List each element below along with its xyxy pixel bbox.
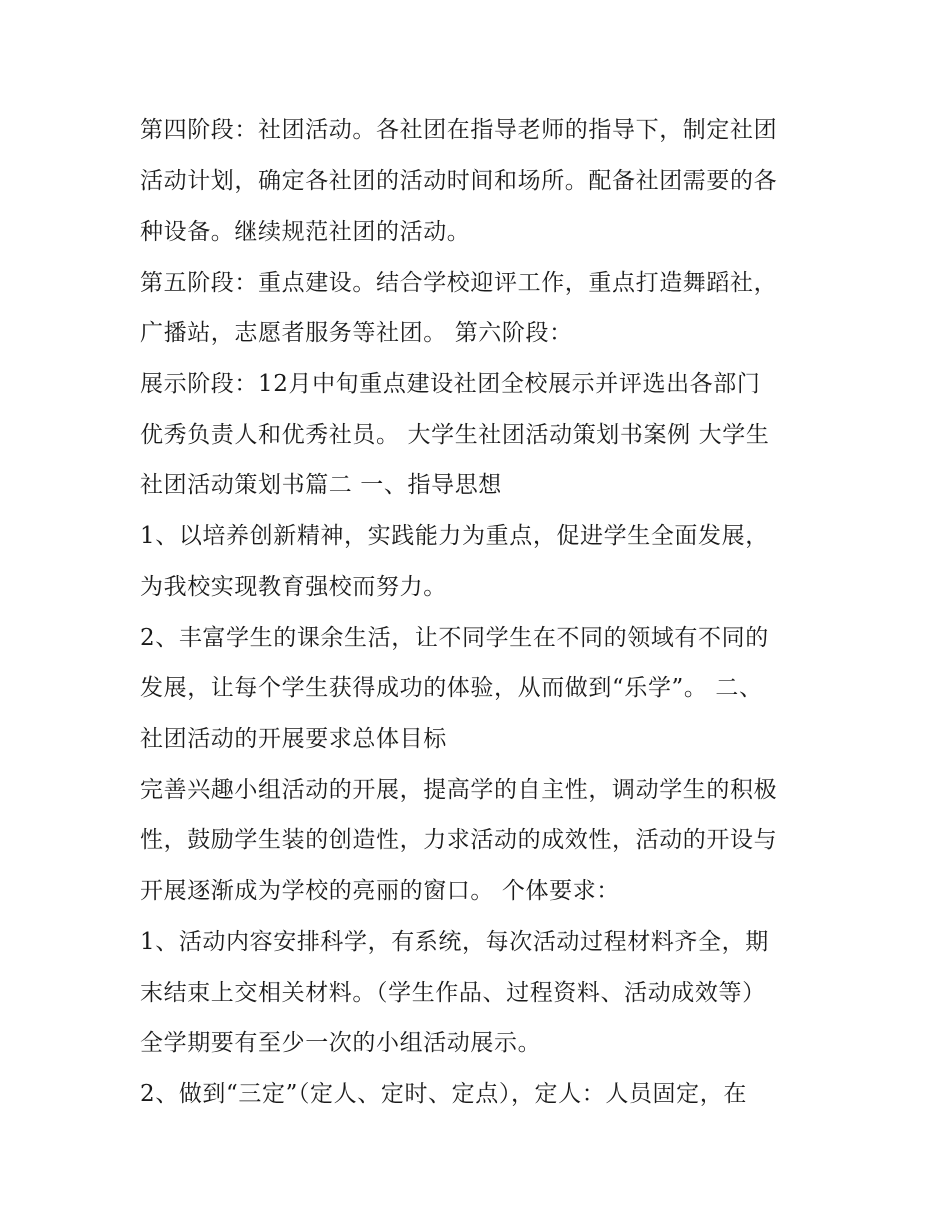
text-line: 种设备。继续规范社团的活动。 <box>140 219 471 245</box>
text-line: 社团活动策划书篇二 一、指导思想 <box>140 472 502 498</box>
text-line: 展示阶段：12月中旬重点建设社团全校展示并评选出各部门 <box>140 371 761 397</box>
text-line: 优秀负责人和优秀社员。 大学生社团活动策划书案例 大学生 <box>140 422 770 448</box>
text-line: 社团活动的开展要求总体目标 <box>140 726 447 752</box>
text-line: 性，鼓励学生装的创造性，力求活动的成效性，活动的开设与 <box>140 827 778 853</box>
text-line: 发展，让每个学生获得成功的体验，从而做到“乐学”。 二、 <box>140 675 763 701</box>
text-line: 第五阶段：重点建设。结合学校迎评工作，重点打造舞蹈社， <box>140 270 778 296</box>
text-line: 第四阶段：社团活动。各社团在指导老师的指导下，制定社团 <box>140 117 778 143</box>
text-line: 广播站，志愿者服务等社团。 第六阶段： <box>140 320 573 346</box>
text-line: 活动计划，确定各社团的活动时间和场所。配备社团需要的各 <box>140 168 778 194</box>
text-line: 完善兴趣小组活动的开展，提高学的自主性，调动学生的积极 <box>140 777 778 803</box>
text-line: 为我校实现教育强校而努力。 <box>140 574 447 600</box>
text-line: 末结束上交相关材料。（学生作品、过程资料、活动成效等） <box>140 980 766 1006</box>
text-line: 2、做到“三定”（定人、定时、定点），定人：人员固定，在 <box>140 1081 747 1107</box>
text-line: 全学期要有至少一次的小组活动展示。 <box>140 1030 542 1056</box>
text-line: 开展逐渐成为学校的亮丽的窗口。 个体要求： <box>140 878 620 904</box>
text-line: 1、以培养创新精神，实践能力为重点，促进学生全面发展， <box>140 523 769 549</box>
text-line: 1、活动内容安排科学，有系统，每次活动过程材料齐全，期 <box>140 929 769 955</box>
text-line: 2、丰富学生的课余生活，让不同学生在不同的领域有不同的 <box>140 625 769 651</box>
